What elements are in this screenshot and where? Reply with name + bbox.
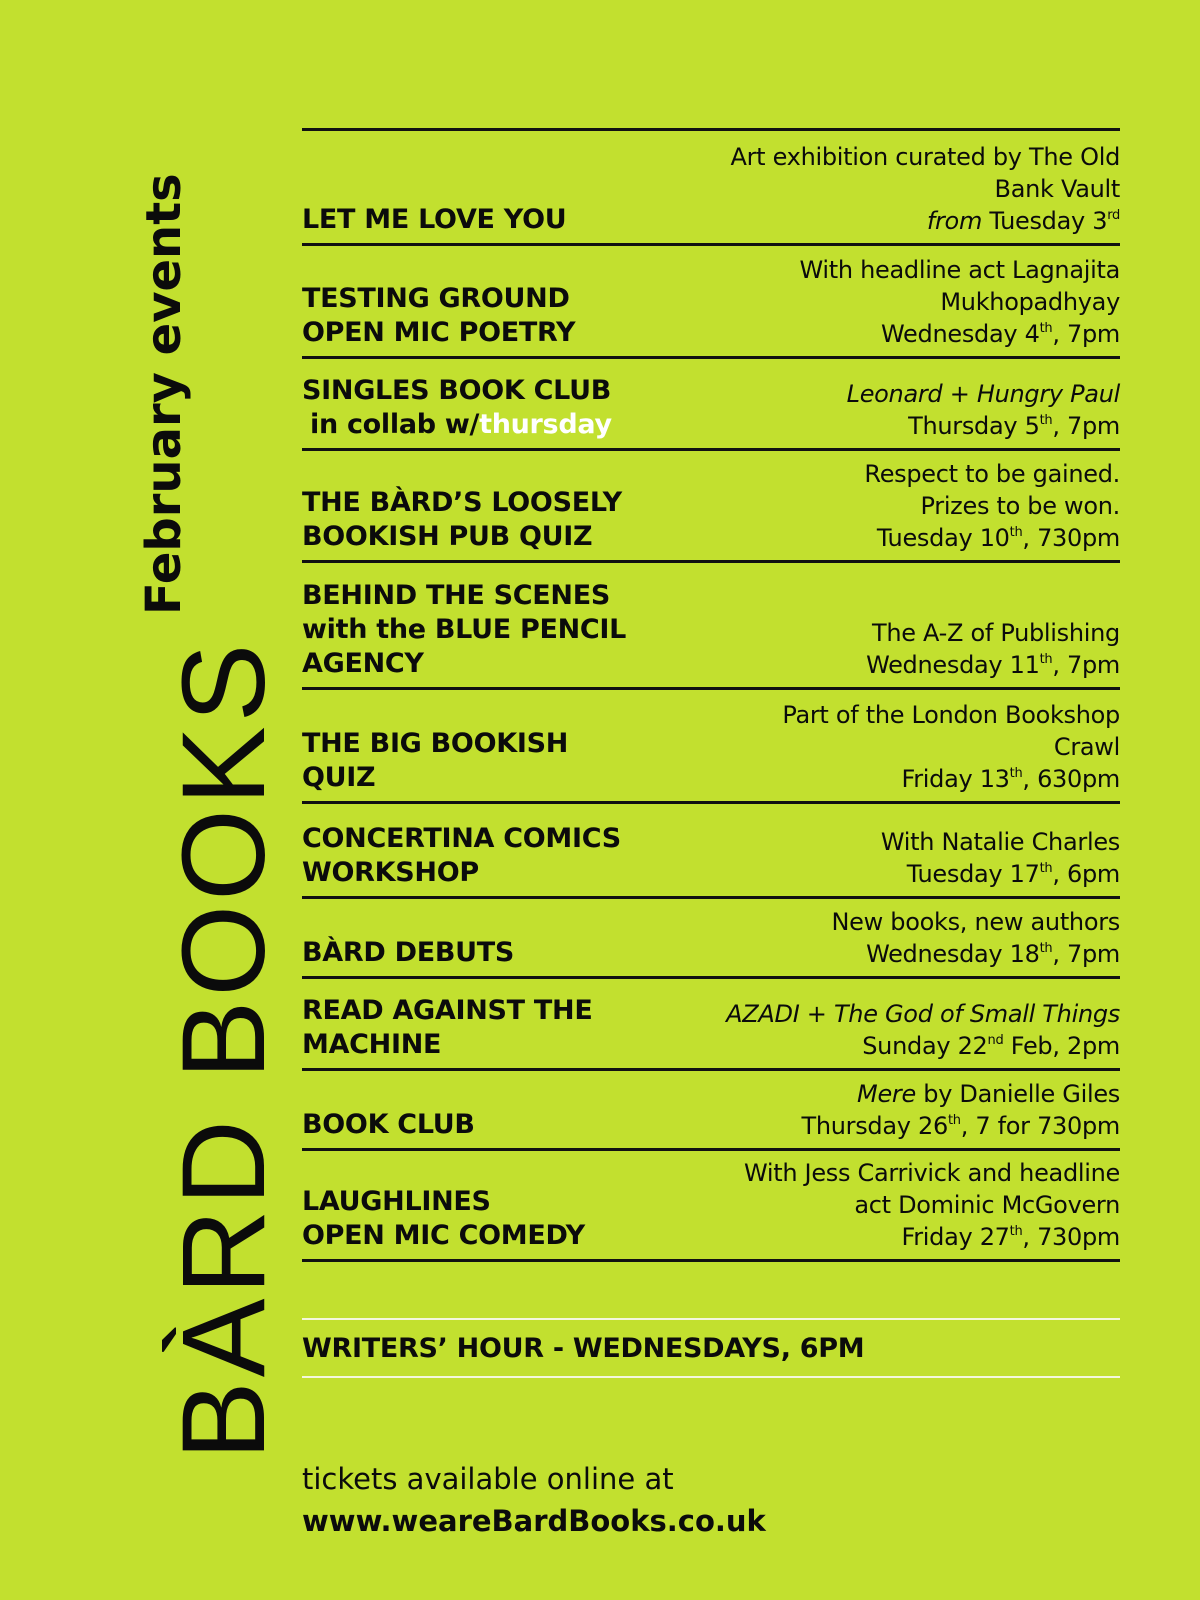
event-date-ordinal: th [1039, 413, 1053, 428]
event-detail-line: Prizes to be won. [920, 492, 1120, 520]
event-row [302, 246, 1120, 359]
event-date-time: , 7pm [1052, 412, 1120, 440]
event-date-time: , 7pm [1052, 940, 1120, 968]
event-details [726, 998, 1120, 1062]
event-title [302, 936, 514, 970]
event-date-time: , 7pm [1052, 320, 1120, 348]
event-details [847, 378, 1120, 442]
event-details [731, 141, 1121, 237]
poster-subtitle: February events [136, 173, 192, 615]
event-title [302, 374, 612, 442]
event-title-text: CONCERTINA COMICS WORKSHOP [302, 823, 621, 888]
event-details [866, 617, 1120, 681]
event-date-time: , 730pm [1022, 524, 1120, 552]
event-title-text: LAUGHLINES OPEN MIC COMEDY [302, 1186, 585, 1251]
event-date-ordinal: th [1009, 1224, 1023, 1239]
event-title-text: BÀRD DEBUTS [302, 937, 515, 968]
event-date-day: Friday 13 [901, 765, 1010, 793]
event-title [302, 727, 568, 795]
event-detail-author: by Danielle Giles [915, 1080, 1120, 1108]
event-date-time: , 630pm [1022, 765, 1120, 793]
event-date-day: Wednesday 4 [881, 320, 1040, 348]
event-date-day: Tuesday 10 [876, 524, 1010, 552]
event-date-day: Sunday 22 [862, 1032, 988, 1060]
event-title [302, 1108, 475, 1142]
event-title-text: THE BÀRD’S LOOSELY BOOKISH PUB QUIZ [302, 487, 622, 552]
tickets-info [302, 1458, 766, 1542]
event-detail-line: act Dominic McGovern [854, 1191, 1120, 1219]
event-row [302, 804, 1120, 899]
event-title [302, 486, 622, 554]
event-detail-line: Part of the London Bookshop [782, 701, 1120, 729]
event-date [744, 1221, 1120, 1253]
event-date [782, 763, 1120, 795]
event-date-prefix: from [926, 207, 983, 235]
event-row [302, 899, 1120, 979]
event-date [726, 1030, 1120, 1062]
event-details [799, 254, 1120, 350]
event-date-ordinal: th [1039, 861, 1053, 876]
event-title [302, 994, 592, 1062]
event-detail-line: Mukhopadhyay [940, 288, 1120, 316]
event-date-ordinal: nd [987, 1033, 1004, 1048]
event-title [302, 579, 626, 681]
event-title-text: SINGLES BOOK CLUB [302, 375, 612, 406]
event-date-ordinal: th [1039, 941, 1053, 956]
event-details [801, 1078, 1120, 1142]
thursday-logo: thursday [479, 409, 612, 440]
event-date [864, 522, 1120, 554]
event-details [744, 1157, 1120, 1253]
event-detail-line: With headline act Lagnajita [799, 256, 1120, 284]
event-detail-book-title: Mere [857, 1080, 916, 1108]
event-detail-line: Respect to be gained. [864, 460, 1120, 488]
event-date-ordinal: th [1039, 321, 1053, 336]
event-details [864, 458, 1120, 554]
event-date [866, 649, 1120, 681]
event-title [302, 203, 566, 237]
event-detail-line: Bank Vault [994, 175, 1120, 203]
event-date [847, 410, 1120, 442]
event-date-day: Thursday 5 [908, 412, 1040, 440]
event-title-text: LET ME LOVE YOU [302, 204, 567, 235]
event-date [801, 1110, 1120, 1142]
event-row [302, 979, 1120, 1071]
event-date-time: , 730pm [1022, 1223, 1120, 1251]
event-row [302, 690, 1120, 804]
event-date-ordinal: rd [1107, 208, 1120, 223]
event-date-ordinal: th [1039, 652, 1053, 667]
tickets-lead: tickets available online at [302, 1462, 674, 1496]
event-date-time: Feb, 2pm [1003, 1032, 1120, 1060]
event-row [302, 451, 1120, 563]
event-detail-line: Crawl [1053, 733, 1120, 761]
event-title-text: READ AGAINST THE MACHINE [302, 995, 593, 1060]
event-detail-line: With Jess Carrivick and headline [743, 1159, 1120, 1187]
event-title-text: THE BIG BOOKISH QUIZ [302, 728, 569, 793]
event-detail-line: With Natalie Charles [880, 828, 1120, 856]
event-date-time: , 6pm [1052, 860, 1120, 888]
brand-title: BÀRD BOOKS [158, 639, 290, 1460]
event-title [302, 282, 575, 350]
event-detail-line: The A-Z of Publishing [871, 619, 1120, 647]
event-row [302, 563, 1120, 690]
event-date-day: Wednesday 11 [866, 651, 1040, 679]
writers-hour-banner: WRITERS’ HOUR - WEDNESDAYS, 6PM [302, 1318, 1120, 1378]
event-title-text: BEHIND THE SCENES with the BLUE PENCIL AGENCY [302, 580, 627, 679]
event-detail-italic: Leonard + Hungry Paul [846, 380, 1120, 408]
event-title-collab: in collab w/ [310, 409, 480, 440]
event-detail-line: Art exhibition curated by The Old [730, 143, 1120, 171]
event-row [302, 359, 1120, 451]
event-date-day: Friday 27 [901, 1223, 1010, 1251]
event-detail-line [801, 1078, 1120, 1110]
event-date [731, 205, 1121, 237]
event-date-time: , 7 for 730pm [960, 1112, 1120, 1140]
event-row [302, 131, 1120, 246]
event-date [799, 318, 1120, 350]
event-title [302, 822, 621, 890]
event-date-day: Tuesday 3 [989, 207, 1108, 235]
event-date-ordinal: th [947, 1113, 961, 1128]
event-date-ordinal: th [1009, 766, 1023, 781]
event-row [302, 1071, 1120, 1151]
event-title-text: TESTING GROUND OPEN MIC POETRY [302, 283, 576, 348]
event-date-day: Thursday 26 [801, 1112, 948, 1140]
event-title [302, 1185, 585, 1253]
event-details [881, 826, 1120, 890]
event-date-day: Wednesday 18 [866, 940, 1040, 968]
event-date-day: Tuesday 17 [906, 860, 1040, 888]
event-title-text: BOOK CLUB [302, 1109, 475, 1140]
website-link[interactable]: www.weareBardBooks.co.uk [302, 1504, 766, 1538]
events-list [302, 128, 1120, 1262]
event-date-time: , 7pm [1052, 651, 1120, 679]
event-date-ordinal: th [1009, 525, 1023, 540]
event-date [881, 858, 1120, 890]
event-details [782, 699, 1120, 795]
event-row [302, 1151, 1120, 1262]
event-detail-line: New books, new authors [831, 908, 1120, 936]
event-details [832, 906, 1120, 970]
event-detail-italic: AZADI + The God of Small Things [726, 1000, 1120, 1028]
event-date [832, 938, 1120, 970]
